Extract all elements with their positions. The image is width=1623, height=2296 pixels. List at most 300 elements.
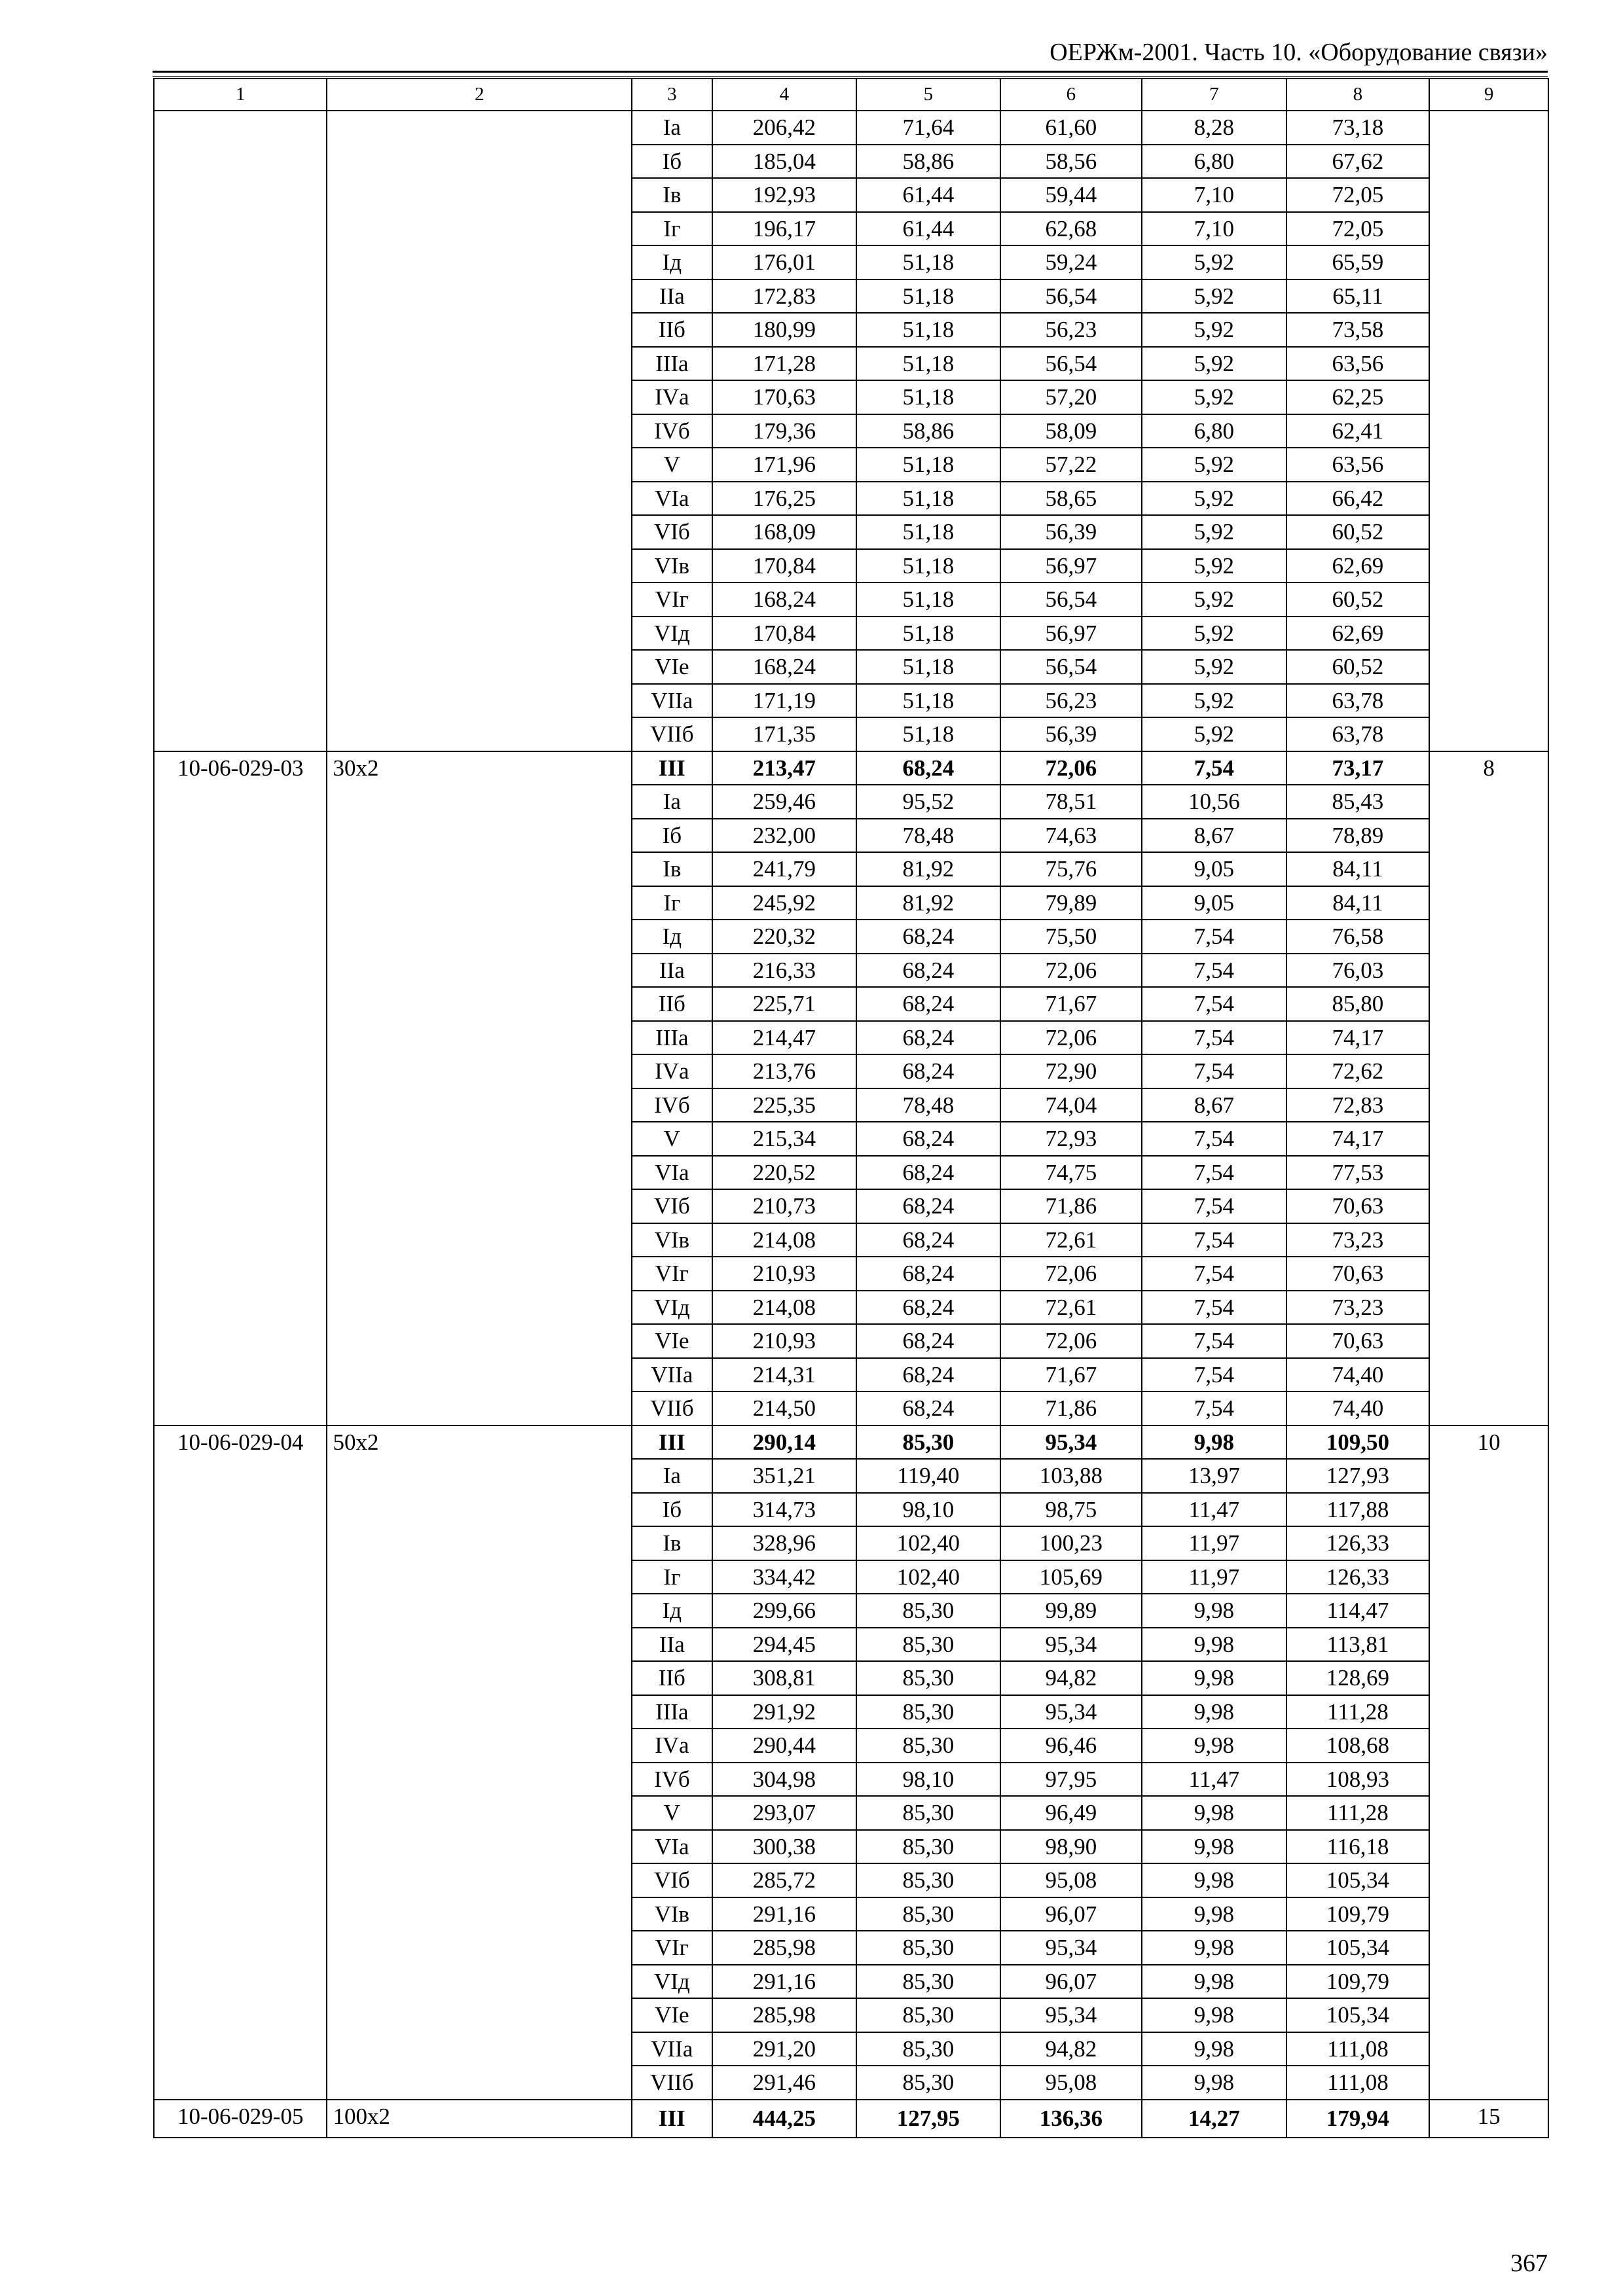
zone-cell: Iб: [632, 145, 712, 179]
value-cell: 85,30: [856, 1897, 1000, 1931]
zone-cell: IIIа: [632, 1695, 712, 1729]
zone-cell: VIIа: [632, 1358, 712, 1392]
value-cell: 7,54: [1142, 920, 1286, 954]
value-cell: 10,56: [1142, 785, 1286, 819]
value-cell: 116,18: [1286, 1830, 1430, 1864]
value-cell: 68,24: [856, 1223, 1000, 1257]
value-cell: 216,33: [712, 954, 857, 988]
value-cell: 51,18: [856, 245, 1000, 279]
value-cell: 85,30: [856, 1931, 1000, 1965]
value-cell: 294,45: [712, 1628, 857, 1662]
value-cell: 127,95: [856, 2100, 1000, 2138]
zone-cell: VIа: [632, 1830, 712, 1864]
value-cell: 328,96: [712, 1526, 857, 1560]
value-cell: 71,86: [1000, 1391, 1142, 1426]
zone-cell: Iг: [632, 886, 712, 920]
dimension-cell: 30х2: [327, 751, 632, 1426]
value-cell: 85,30: [856, 2066, 1000, 2100]
value-cell: 51,18: [856, 617, 1000, 651]
zone-cell: IVб: [632, 414, 712, 448]
value-cell: 105,34: [1286, 1998, 1430, 2032]
value-cell: 56,97: [1000, 549, 1142, 583]
value-cell: 73,58: [1286, 313, 1430, 347]
value-cell: 81,92: [856, 852, 1000, 886]
value-cell: 85,30: [856, 1729, 1000, 1763]
value-cell: 5,92: [1142, 347, 1286, 381]
value-cell: 168,24: [712, 650, 857, 684]
value-cell: 210,73: [712, 1189, 857, 1223]
column9-cell: 15: [1429, 2100, 1548, 2138]
column-number-cell: 9: [1429, 79, 1548, 111]
zone-cell: VIг: [632, 1931, 712, 1965]
value-cell: 108,68: [1286, 1729, 1430, 1763]
value-cell: 7,54: [1142, 1156, 1286, 1190]
value-cell: 74,04: [1000, 1088, 1142, 1122]
value-cell: 74,17: [1286, 1021, 1430, 1055]
value-cell: 72,06: [1000, 1021, 1142, 1055]
value-cell: 65,11: [1286, 279, 1430, 314]
column-number-cell: 6: [1000, 79, 1142, 111]
value-cell: 213,76: [712, 1054, 857, 1088]
value-cell: 7,10: [1142, 212, 1286, 246]
value-cell: 7,54: [1142, 1054, 1286, 1088]
value-cell: 168,24: [712, 583, 857, 617]
zone-cell: Iв: [632, 178, 712, 212]
value-cell: 290,14: [712, 1426, 857, 1460]
zone-cell: IVа: [632, 1054, 712, 1088]
value-cell: 105,34: [1286, 1863, 1430, 1897]
value-cell: 5,92: [1142, 279, 1286, 314]
zone-cell: IIа: [632, 1628, 712, 1662]
value-cell: 7,10: [1142, 178, 1286, 212]
value-cell: 51,18: [856, 380, 1000, 414]
value-cell: 63,56: [1286, 347, 1430, 381]
value-cell: 71,64: [856, 111, 1000, 145]
rate-code-cell: 10-06-029-03: [154, 751, 327, 1426]
value-cell: 6,80: [1142, 145, 1286, 179]
zone-cell: IVа: [632, 1729, 712, 1763]
value-cell: 225,35: [712, 1088, 857, 1122]
value-cell: 56,39: [1000, 717, 1142, 751]
value-cell: 127,93: [1286, 1459, 1430, 1493]
value-cell: 72,83: [1286, 1088, 1430, 1122]
dimension-cell: [327, 111, 632, 751]
value-cell: 14,27: [1142, 2100, 1286, 2138]
value-cell: 7,54: [1142, 1291, 1286, 1325]
value-cell: 68,24: [856, 1021, 1000, 1055]
value-cell: 105,34: [1286, 1931, 1430, 1965]
value-cell: 9,98: [1142, 1830, 1286, 1864]
dimension-cell: 100х2: [327, 2100, 632, 2138]
zone-cell: VIв: [632, 1223, 712, 1257]
zone-cell: Iб: [632, 819, 712, 853]
value-cell: 8,28: [1142, 111, 1286, 145]
value-cell: 68,24: [856, 1358, 1000, 1392]
value-cell: 61,44: [856, 212, 1000, 246]
value-cell: 72,62: [1286, 1054, 1430, 1088]
value-cell: 96,46: [1000, 1729, 1142, 1763]
value-cell: 94,82: [1000, 1661, 1142, 1695]
column-number-row: [154, 79, 1548, 111]
zone-cell: V: [632, 1796, 712, 1830]
value-cell: 77,53: [1286, 1156, 1430, 1190]
value-cell: 136,36: [1000, 2100, 1142, 2138]
value-cell: 95,34: [1000, 1426, 1142, 1460]
zone-cell: VIIб: [632, 1391, 712, 1426]
value-cell: 9,98: [1142, 1661, 1286, 1695]
value-cell: 11,47: [1142, 1763, 1286, 1797]
column-number-cell: 5: [856, 79, 1000, 111]
value-cell: 7,54: [1142, 987, 1286, 1021]
value-cell: 73,23: [1286, 1223, 1430, 1257]
value-cell: 9,98: [1142, 2066, 1286, 2100]
value-cell: 111,28: [1286, 1796, 1430, 1830]
value-cell: 68,24: [856, 954, 1000, 988]
value-cell: 68,24: [856, 1189, 1000, 1223]
zone-cell: IIIа: [632, 347, 712, 381]
value-cell: 58,56: [1000, 145, 1142, 179]
value-cell: 98,90: [1000, 1830, 1142, 1864]
value-cell: 185,04: [712, 145, 857, 179]
value-cell: 95,34: [1000, 1628, 1142, 1662]
table-row-main: [154, 1426, 1548, 1460]
zone-cell: III: [632, 751, 712, 785]
value-cell: 70,63: [1286, 1324, 1430, 1358]
value-cell: 111,28: [1286, 1695, 1430, 1729]
zone-cell: Iг: [632, 1560, 712, 1594]
value-cell: 71,67: [1000, 987, 1142, 1021]
value-cell: 179,94: [1286, 2100, 1430, 2138]
value-cell: 78,51: [1000, 785, 1142, 819]
zone-cell: IIб: [632, 1661, 712, 1695]
value-cell: 9,98: [1142, 1863, 1286, 1897]
value-cell: 7,54: [1142, 1358, 1286, 1392]
zone-cell: VIд: [632, 1965, 712, 1999]
column9-cell: [1429, 111, 1548, 751]
value-cell: 291,16: [712, 1965, 857, 1999]
value-cell: 168,09: [712, 515, 857, 549]
value-cell: 119,40: [856, 1459, 1000, 1493]
value-cell: 113,81: [1286, 1628, 1430, 1662]
value-cell: 9,98: [1142, 1594, 1286, 1628]
value-cell: 290,44: [712, 1729, 857, 1763]
value-cell: 7,54: [1142, 1324, 1286, 1358]
column-number-cell: 1: [154, 79, 327, 111]
value-cell: 58,86: [856, 414, 1000, 448]
value-cell: 5,92: [1142, 684, 1286, 718]
value-cell: 60,52: [1286, 515, 1430, 549]
value-cell: 84,11: [1286, 886, 1430, 920]
zone-cell: IIа: [632, 954, 712, 988]
value-cell: 232,00: [712, 819, 857, 853]
rate-code-cell: [154, 111, 327, 751]
zone-cell: VIIб: [632, 717, 712, 751]
value-cell: 75,76: [1000, 852, 1142, 886]
column9-cell: 10: [1429, 1426, 1548, 2100]
value-cell: 68,24: [856, 1156, 1000, 1190]
value-cell: 94,82: [1000, 2032, 1142, 2066]
zone-cell: Iд: [632, 1594, 712, 1628]
value-cell: 62,69: [1286, 617, 1430, 651]
zone-cell: VIе: [632, 1998, 712, 2032]
zone-cell: Iв: [632, 1526, 712, 1560]
zone-cell: IIа: [632, 279, 712, 314]
value-cell: 68,24: [856, 987, 1000, 1021]
column-number-cell: 7: [1142, 79, 1286, 111]
value-cell: 62,41: [1286, 414, 1430, 448]
value-cell: 117,88: [1286, 1493, 1430, 1527]
column-number-cell: 8: [1286, 79, 1430, 111]
value-cell: 171,28: [712, 347, 857, 381]
value-cell: 5,92: [1142, 380, 1286, 414]
value-cell: 170,84: [712, 617, 857, 651]
zone-cell: IVб: [632, 1763, 712, 1797]
value-cell: 72,05: [1286, 212, 1430, 246]
value-cell: 51,18: [856, 549, 1000, 583]
value-cell: 68,24: [856, 1324, 1000, 1358]
value-cell: 7,54: [1142, 1021, 1286, 1055]
value-cell: 58,65: [1000, 482, 1142, 516]
table-body: [154, 79, 1548, 2138]
value-cell: 7,54: [1142, 954, 1286, 988]
value-cell: 210,93: [712, 1257, 857, 1291]
value-cell: 108,93: [1286, 1763, 1430, 1797]
value-cell: 58,09: [1000, 414, 1142, 448]
value-cell: 96,07: [1000, 1897, 1142, 1931]
value-cell: 74,63: [1000, 819, 1142, 853]
value-cell: 56,39: [1000, 515, 1142, 549]
zone-cell: III: [632, 1426, 712, 1460]
value-cell: 62,25: [1286, 380, 1430, 414]
value-cell: 72,61: [1000, 1223, 1142, 1257]
zone-cell: IVа: [632, 380, 712, 414]
column-number-cell: 2: [327, 79, 632, 111]
zone-cell: V: [632, 448, 712, 482]
value-cell: 109,79: [1286, 1897, 1430, 1931]
value-cell: 9,98: [1142, 2032, 1286, 2066]
value-cell: 8,67: [1142, 819, 1286, 853]
value-cell: 180,99: [712, 313, 857, 347]
value-cell: 206,42: [712, 111, 857, 145]
value-cell: 51,18: [856, 717, 1000, 751]
value-cell: 71,67: [1000, 1358, 1142, 1392]
value-cell: 102,40: [856, 1560, 1000, 1594]
value-cell: 9,05: [1142, 886, 1286, 920]
value-cell: 105,69: [1000, 1560, 1142, 1594]
value-cell: 58,86: [856, 145, 1000, 179]
value-cell: 76,03: [1286, 954, 1430, 988]
value-cell: 59,24: [1000, 245, 1142, 279]
value-cell: 98,75: [1000, 1493, 1142, 1527]
value-cell: 95,34: [1000, 1998, 1142, 2032]
running-header: ОЕРЖм-2001. Часть 10. «Оборудование связи»: [1049, 39, 1548, 66]
zone-cell: IIб: [632, 313, 712, 347]
value-cell: 109,79: [1286, 1965, 1430, 1999]
value-cell: 85,30: [856, 1830, 1000, 1864]
value-cell: 109,50: [1286, 1426, 1430, 1460]
value-cell: 62,69: [1286, 549, 1430, 583]
value-cell: 5,92: [1142, 717, 1286, 751]
value-cell: 285,72: [712, 1863, 857, 1897]
zone-cell: IIIа: [632, 1021, 712, 1055]
value-cell: 62,68: [1000, 212, 1142, 246]
value-cell: 7,54: [1142, 751, 1286, 785]
value-cell: 72,06: [1000, 751, 1142, 785]
value-cell: 351,21: [712, 1459, 857, 1493]
value-cell: 225,71: [712, 987, 857, 1021]
value-cell: 95,34: [1000, 1695, 1142, 1729]
zone-cell: IIб: [632, 987, 712, 1021]
value-cell: 5,92: [1142, 617, 1286, 651]
value-cell: 5,92: [1142, 515, 1286, 549]
value-cell: 72,06: [1000, 1257, 1142, 1291]
value-cell: 171,96: [712, 448, 857, 482]
value-cell: 85,30: [856, 1965, 1000, 1999]
value-cell: 98,10: [856, 1493, 1000, 1527]
value-cell: 56,54: [1000, 583, 1142, 617]
value-cell: 96,07: [1000, 1965, 1142, 1999]
value-cell: 293,07: [712, 1796, 857, 1830]
table-row-main: [154, 751, 1548, 785]
value-cell: 308,81: [712, 1661, 857, 1695]
table-row-main: [154, 2100, 1548, 2138]
value-cell: 214,08: [712, 1291, 857, 1325]
value-cell: 102,40: [856, 1526, 1000, 1560]
value-cell: 11,97: [1142, 1526, 1286, 1560]
value-cell: 75,50: [1000, 920, 1142, 954]
value-cell: 76,58: [1286, 920, 1430, 954]
zone-cell: VIд: [632, 1291, 712, 1325]
value-cell: 68,24: [856, 1054, 1000, 1088]
value-cell: 126,33: [1286, 1560, 1430, 1594]
value-cell: 51,18: [856, 650, 1000, 684]
header-rule-thin: [153, 76, 1548, 77]
zone-cell: Iб: [632, 1493, 712, 1527]
value-cell: 214,50: [712, 1391, 857, 1426]
value-cell: 299,66: [712, 1594, 857, 1628]
value-cell: 11,97: [1142, 1560, 1286, 1594]
value-cell: 98,10: [856, 1763, 1000, 1797]
value-cell: 9,98: [1142, 1965, 1286, 1999]
value-cell: 71,86: [1000, 1189, 1142, 1223]
value-cell: 7,54: [1142, 1391, 1286, 1426]
value-cell: 65,59: [1286, 245, 1430, 279]
value-cell: 176,25: [712, 482, 857, 516]
value-cell: 79,89: [1000, 886, 1142, 920]
value-cell: 5,92: [1142, 245, 1286, 279]
value-cell: 85,30: [856, 2032, 1000, 2066]
value-cell: 63,78: [1286, 684, 1430, 718]
value-cell: 171,19: [712, 684, 857, 718]
value-cell: 214,31: [712, 1358, 857, 1392]
value-cell: 285,98: [712, 1931, 857, 1965]
value-cell: 214,47: [712, 1021, 857, 1055]
header-rule-thick: [153, 71, 1548, 73]
value-cell: 51,18: [856, 279, 1000, 314]
value-cell: 111,08: [1286, 2066, 1430, 2100]
value-cell: 213,47: [712, 751, 857, 785]
value-cell: 51,18: [856, 347, 1000, 381]
value-cell: 196,17: [712, 212, 857, 246]
value-cell: 9,98: [1142, 1695, 1286, 1729]
value-cell: 7,54: [1142, 1223, 1286, 1257]
value-cell: 85,30: [856, 1594, 1000, 1628]
value-cell: 72,90: [1000, 1054, 1142, 1088]
value-cell: 334,42: [712, 1560, 857, 1594]
value-cell: 9,98: [1142, 1426, 1286, 1460]
table-row: [154, 111, 1548, 145]
value-cell: 63,78: [1286, 717, 1430, 751]
value-cell: 68,24: [856, 1122, 1000, 1156]
value-cell: 220,32: [712, 920, 857, 954]
zone-cell: VIIа: [632, 2032, 712, 2066]
value-cell: 73,18: [1286, 111, 1430, 145]
zone-cell: VIIа: [632, 684, 712, 718]
zone-cell: Iв: [632, 852, 712, 886]
value-cell: 72,61: [1000, 1291, 1142, 1325]
zone-cell: VIв: [632, 1897, 712, 1931]
value-cell: 5,92: [1142, 650, 1286, 684]
value-cell: 61,60: [1000, 111, 1142, 145]
value-cell: 172,83: [712, 279, 857, 314]
zone-cell: V: [632, 1122, 712, 1156]
value-cell: 7,54: [1142, 1122, 1286, 1156]
value-cell: 8,67: [1142, 1088, 1286, 1122]
value-cell: 100,23: [1000, 1526, 1142, 1560]
value-cell: 241,79: [712, 852, 857, 886]
value-cell: 210,93: [712, 1324, 857, 1358]
value-cell: 84,11: [1286, 852, 1430, 886]
value-cell: 291,92: [712, 1695, 857, 1729]
value-cell: 70,63: [1286, 1257, 1430, 1291]
zone-cell: VIб: [632, 1189, 712, 1223]
value-cell: 291,46: [712, 2066, 857, 2100]
zone-cell: VIд: [632, 617, 712, 651]
zone-cell: VIIб: [632, 2066, 712, 2100]
value-cell: 67,62: [1286, 145, 1430, 179]
value-cell: 95,08: [1000, 2066, 1142, 2100]
value-cell: 103,88: [1000, 1459, 1142, 1493]
zone-cell: Iд: [632, 245, 712, 279]
value-cell: 245,92: [712, 886, 857, 920]
zone-cell: VIе: [632, 1324, 712, 1358]
value-cell: 74,75: [1000, 1156, 1142, 1190]
value-cell: 5,92: [1142, 313, 1286, 347]
value-cell: 57,20: [1000, 380, 1142, 414]
value-cell: 97,95: [1000, 1763, 1142, 1797]
zone-cell: Iа: [632, 1459, 712, 1493]
value-cell: 72,06: [1000, 1324, 1142, 1358]
zone-cell: Iа: [632, 785, 712, 819]
value-cell: 56,54: [1000, 347, 1142, 381]
value-cell: 171,35: [712, 717, 857, 751]
value-cell: 60,52: [1286, 583, 1430, 617]
zone-cell: Iд: [632, 920, 712, 954]
value-cell: 51,18: [856, 583, 1000, 617]
value-cell: 68,24: [856, 1257, 1000, 1291]
value-cell: 51,18: [856, 684, 1000, 718]
value-cell: 314,73: [712, 1493, 857, 1527]
value-cell: 78,89: [1286, 819, 1430, 853]
value-cell: 56,54: [1000, 279, 1142, 314]
value-cell: 56,54: [1000, 650, 1142, 684]
value-cell: 85,30: [856, 1863, 1000, 1897]
value-cell: 170,84: [712, 549, 857, 583]
zone-cell: Iа: [632, 111, 712, 145]
value-cell: 78,48: [856, 819, 1000, 853]
value-cell: 51,18: [856, 448, 1000, 482]
value-cell: 85,80: [1286, 987, 1430, 1021]
